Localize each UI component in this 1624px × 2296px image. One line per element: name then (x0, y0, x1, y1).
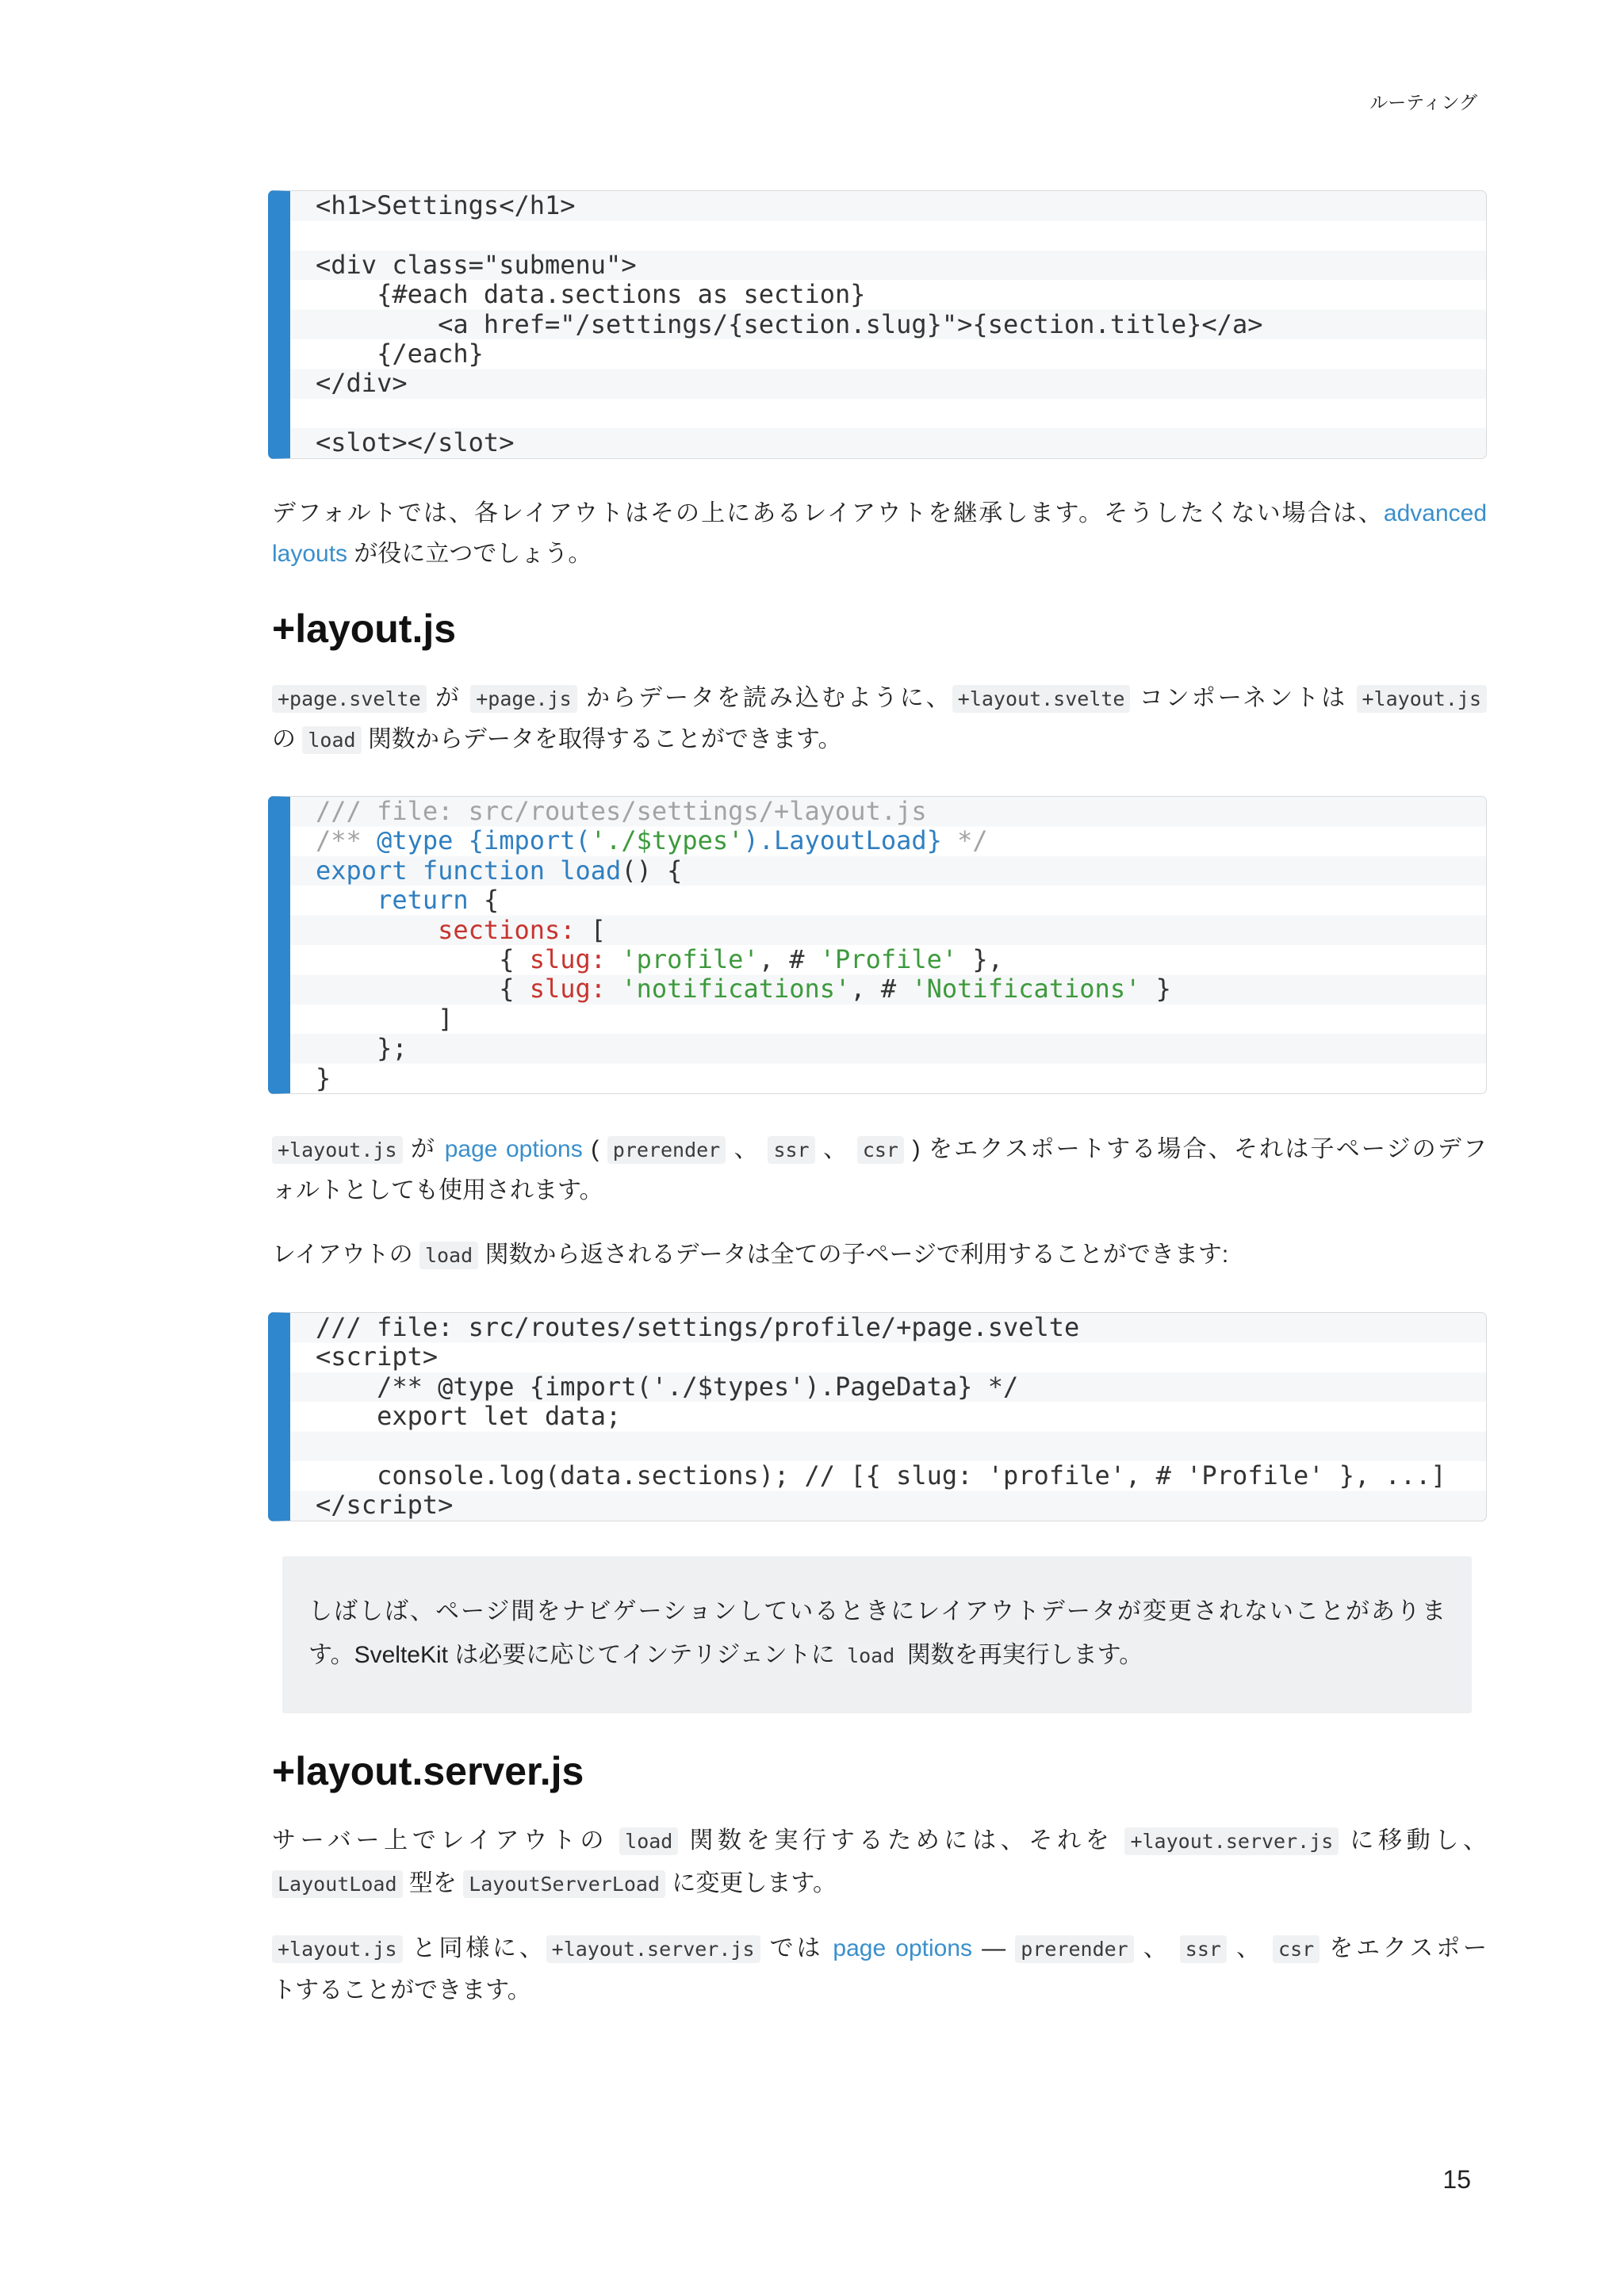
code-token: 'profile' (606, 943, 759, 974)
inline-code: ssr (768, 1136, 814, 1164)
layout-js-code-block (268, 796, 1487, 1094)
code-line: /** @type {import('./$types').PageData} */ (316, 1371, 1019, 1402)
code-token: { (468, 885, 500, 916)
inline-code: +page.js (470, 685, 576, 713)
settings-layout-code-block (268, 190, 1487, 459)
code-line (316, 399, 1486, 428)
paragraph-text: に変更します。 (665, 1870, 837, 1896)
paragraph-text: の (272, 726, 303, 752)
page-number: 15 (1442, 2165, 1471, 2194)
paragraph-text: をエクスポー (1320, 1935, 1487, 1961)
code-line: <slot></slot> (316, 427, 515, 458)
code-token: 'Profile' (819, 943, 958, 974)
inline-code: +layout.server.js (546, 1935, 760, 1963)
paragraph-line (272, 1234, 1487, 1276)
inline-code: load (841, 1642, 900, 1670)
note-line (308, 1633, 1446, 1678)
code-token: /// file: src/routes/settings/+layout.js (316, 796, 927, 826)
paragraph-text: が (426, 685, 471, 711)
code-line: console.log(data.sections); // [{ slug: 'profile', # 'Profile' }, ...] (316, 1460, 1446, 1490)
code-token: () { (621, 855, 683, 886)
code-line (316, 974, 1486, 1004)
paragraph-text: ( (582, 1136, 607, 1162)
section-heading-layout-js: +layout.js (272, 607, 457, 651)
code-line (316, 1034, 1486, 1063)
inline-code: load (419, 1242, 478, 1269)
code-token: [ (575, 914, 607, 945)
code-line: <div class="submenu"> (316, 249, 637, 280)
inline-code: ssr (1180, 1935, 1227, 1963)
paragraph-text: が (402, 1136, 445, 1162)
inline-code: +layout.server.js (1124, 1827, 1339, 1855)
rerun-note-box (282, 1556, 1472, 1713)
profile-page-code-block (268, 1312, 1487, 1521)
code-token: */ (941, 825, 988, 856)
code-token: return (316, 885, 469, 916)
code-token: slug: (529, 974, 607, 1004)
inline-code: csr (857, 1136, 904, 1164)
code-line: export let data; (316, 1401, 622, 1432)
code-token: ] (316, 1003, 454, 1034)
page-options-link[interactable]: page options (444, 1136, 583, 1162)
inline-code: +layout.js (1357, 685, 1488, 713)
paragraph-line (272, 1862, 1487, 1905)
advanced-layouts-link[interactable]: layouts (272, 541, 348, 567)
paragraph-text: 、 (1226, 1935, 1274, 1961)
code-token: , # (850, 974, 912, 1004)
inline-code: csr (1273, 1935, 1320, 1963)
code-line: <script> (316, 1341, 439, 1372)
inline-code: +page.svelte (272, 685, 427, 713)
code-line: </div> (316, 368, 408, 399)
code-line (316, 945, 1486, 974)
paragraph-line (272, 1820, 1487, 1862)
paragraph-text: — (972, 1935, 1016, 1961)
paragraph-text: が役に立つでしょう。 (347, 541, 592, 567)
paragraph-line (272, 1170, 1487, 1211)
paragraph-text: では (760, 1935, 833, 1961)
code-token: export function load (316, 855, 622, 886)
layout-data-paragraph (272, 1234, 1487, 1276)
layout-js-paragraph (272, 678, 1487, 760)
code-line (316, 826, 1486, 855)
paragraph-line (272, 1970, 1487, 2011)
inline-code: LayoutLoad (272, 1870, 403, 1898)
paragraph-text: 関数を実行するためには、それを (678, 1827, 1125, 1854)
code-token: slug: (529, 943, 607, 974)
paragraph-text: 関数からデータを取得することができます。 (361, 726, 842, 752)
code-token: /** (316, 825, 377, 856)
page-options-link[interactable]: page options (833, 1935, 972, 1961)
paragraph-text: 、 (814, 1136, 857, 1162)
inline-code: +layout.js (272, 1136, 403, 1164)
inline-code: LayoutServerLoad (463, 1870, 665, 1898)
paragraph-text: コンポーネントは (1130, 685, 1357, 711)
code-line: <h1>Settings</h1> (316, 190, 576, 220)
paragraph-line (272, 1129, 1487, 1170)
code-token: @type {import( (377, 825, 591, 856)
code-token: 'Notifications' (911, 974, 1141, 1004)
code-line (316, 886, 1486, 915)
paragraph-text: 、 (726, 1136, 768, 1162)
code-token: } (1140, 974, 1171, 1004)
inline-code: load (619, 1827, 678, 1855)
running-header: ルーティング (1369, 92, 1477, 113)
code-token: , # (758, 943, 820, 974)
paragraph-line (272, 1928, 1487, 1970)
note-text: 関数を再実行します。 (900, 1642, 1143, 1668)
paragraph-text: 、 (1133, 1935, 1180, 1961)
code-token: } (316, 1062, 331, 1093)
paragraph-text: デフォルトでは、各レイアウトはその上にあるレイアウトを継承します。そうしたくない場合は、 (272, 500, 1384, 526)
code-line: </script> (316, 1490, 454, 1521)
paragraph-text: に移動し、 (1339, 1827, 1487, 1854)
paragraph-text: サーバー上でレイアウトの (272, 1827, 620, 1854)
paragraph-text: トすることができます。 (272, 1977, 531, 2003)
inline-code: load (302, 726, 361, 754)
code-line (316, 1004, 1486, 1034)
code-line: {#each data.sections as section} (316, 279, 866, 310)
paragraph-line (272, 678, 1487, 719)
code-line (316, 1064, 1486, 1093)
code-line (316, 916, 1486, 945)
code-line (316, 856, 1486, 886)
inheritance-paragraph (272, 493, 1487, 574)
code-line: {/each} (316, 338, 484, 369)
paragraph-text: 型を (402, 1870, 464, 1896)
note-line (308, 1590, 1446, 1633)
server-options-paragraph (272, 1928, 1487, 2011)
code-line (316, 220, 1486, 250)
note-text: す。SvelteKit は必要に応じてインテリジェントに (308, 1642, 842, 1668)
code-token: }; (316, 1033, 408, 1064)
code-line (316, 797, 1486, 826)
code-token: ).LayoutLoad} (743, 825, 942, 856)
code-line (316, 1432, 1486, 1461)
code-token: }, (957, 943, 1003, 974)
section-heading-layout-server-js: +layout.server.js (272, 1749, 584, 1793)
paragraph-text: と同様に、 (402, 1935, 546, 1961)
note-text: しばしば、ページ間をナビゲーションしているときにレイアウトデータが変更されないことがありま (308, 1598, 1446, 1624)
code-line: <a href="/settings/{section.slug}">{section.title}</a> (316, 308, 1263, 339)
server-paragraph (272, 1820, 1487, 1905)
code-token: { (316, 974, 530, 1004)
paragraph-text: 関数から返されるデータは全ての子ページで利用することができます: (478, 1242, 1229, 1268)
code-token: './$types' (590, 825, 744, 856)
code-token: 'notifications' (606, 974, 851, 1004)
paragraph-text: ) をエクスポートする場合、それは子ページのデフ (903, 1136, 1488, 1162)
inline-code: prerender (607, 1136, 726, 1164)
paragraph-line (272, 534, 1487, 574)
paragraph-line (272, 719, 1487, 760)
paragraph-text: ォルトとしても使用されます。 (272, 1177, 603, 1203)
code-token: { (316, 943, 530, 974)
paragraph-text: からデータを読み込むように、 (576, 685, 952, 711)
code-token: sections: (316, 914, 576, 945)
paragraph-line (272, 493, 1487, 534)
page-options-paragraph (272, 1129, 1487, 1211)
inline-code: +layout.svelte (952, 685, 1131, 713)
advanced-layouts-link[interactable]: advanced (1383, 500, 1487, 526)
paragraph-text: レイアウトの (272, 1242, 419, 1268)
inline-code: +layout.js (272, 1935, 403, 1963)
inline-code: prerender (1015, 1935, 1133, 1963)
code-line: /// file: src/routes/settings/profile/+page.svelte (316, 1312, 1080, 1342)
